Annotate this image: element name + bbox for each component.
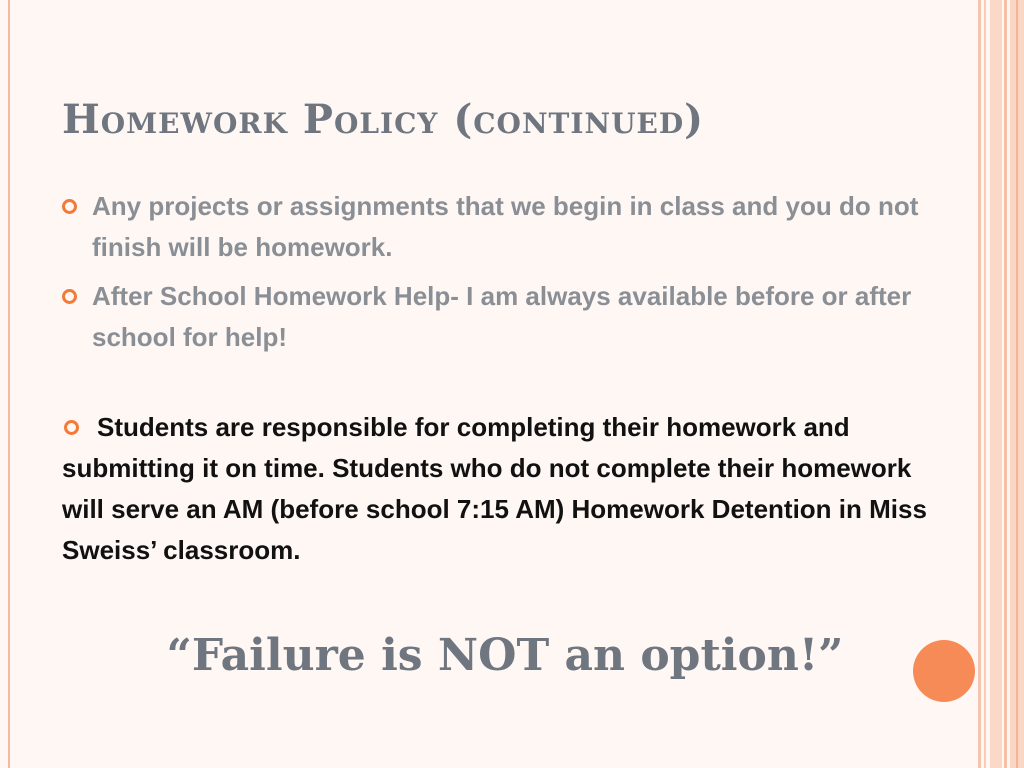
- orange-circle-icon: [913, 640, 975, 702]
- motto-quote: “Failure is NOT an option!”: [166, 630, 844, 681]
- bullet-text: After School Homework Help- I am always available before or after school for help!: [92, 281, 912, 352]
- ring-bullet-icon: [62, 289, 77, 304]
- bullet-item: [60, 186, 940, 268]
- slide-title: Homework Policy (continued): [62, 96, 705, 143]
- bullet-list: [60, 186, 940, 366]
- bullet-text: Any projects or assignments that we begin in class and you do not finish will be homework.: [92, 191, 919, 262]
- ring-bullet-icon: [62, 199, 77, 214]
- ring-bullet-icon: [64, 420, 79, 435]
- bullet-item: [60, 276, 940, 358]
- policy-paragraph: [62, 407, 942, 571]
- right-stripe: [1016, 0, 1018, 768]
- policy-text: Students are responsible for completing their homework and submitting it on time. Students who do not complete their homework will serve an AM (before school 7:15 AM) Homework Detention in Miss Sweiss’ classroom.: [62, 412, 927, 565]
